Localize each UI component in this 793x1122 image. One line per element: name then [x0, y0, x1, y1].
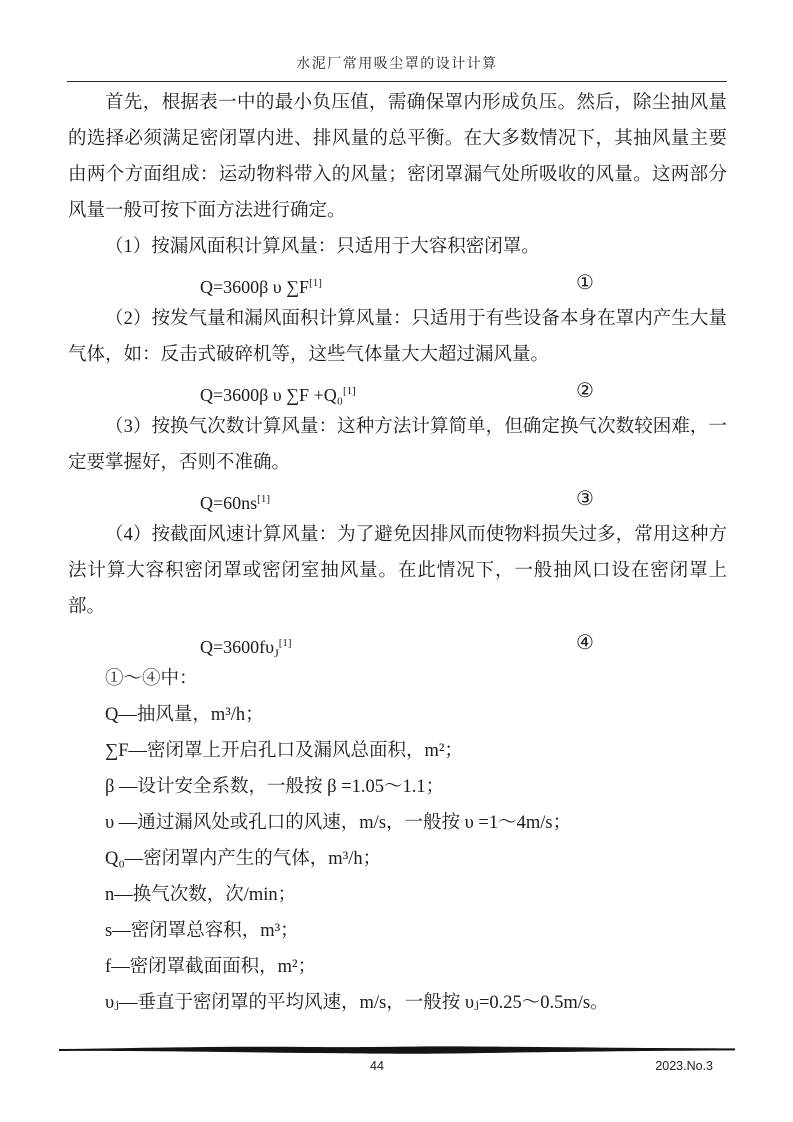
footer-rule-bar	[59, 1044, 735, 1056]
formula-4-number: ④	[576, 632, 594, 654]
definition-beta: β —设计安全系数，一般按 β =1.05～1.1；	[105, 777, 445, 797]
definition-upsilon: υ —通过漏风处或孔口的风速，m/s，一般按 υ =1～4m/s；	[105, 813, 572, 833]
definition-n: n—换气次数，次/min；	[105, 885, 297, 905]
formula-2	[68, 373, 727, 409]
issue-label: 2023.No.3	[655, 1059, 713, 1073]
running-head	[67, 0, 727, 82]
formula-3-number: ③	[576, 488, 594, 510]
method-2-paragraph: （2）按发气量和漏风面积计算风量：只适用于有些设备本身在罩内产生大量气体，如：反击式破碎机等，这些气体量大大超过漏风量。	[68, 309, 727, 365]
page-footer	[59, 1044, 735, 1075]
page-number: 44	[370, 1059, 384, 1073]
definition-upsilon-j: υⱼ—垂直于密闭罩的平均风速，m/s，一般按 υⱼ=0.25～0.5m/s。	[105, 993, 609, 1013]
method-3-paragraph: （3）按换气次数计算风量：这种方法计算简单，但确定换气次数较困难，一定要掌握好，否则不准确。	[68, 417, 727, 473]
formula-1-expression: Q=3600β υ ∑F[1]	[200, 277, 322, 297]
definition-f: f—密闭罩截面面积，m²；	[105, 957, 317, 977]
method-1-paragraph: （1）按漏风面积计算风量：只适用于大容积密闭罩。	[105, 237, 540, 257]
definition-Q: Q—抽风量，m³/h；	[105, 705, 264, 725]
body-paragraph: 首先，根据表一中的最小负压值，需确保罩内形成负压。然后，除尘抽风量的选择必须满足密闭罩内进、排风量的总平衡。在大多数情况下，其抽风量主要由两个方面组成：运动物料带入的风量；密闭罩漏气处所吸收的风量。这两部分风量一般可按下面方法进行确定。	[68, 93, 727, 221]
article-body	[68, 85, 727, 1021]
formula-2-number: ②	[576, 380, 594, 402]
definitions-lead: ①～④中：	[105, 669, 198, 689]
definition-Q0: Q₀—密闭罩内产生的气体，m³/h；	[105, 849, 382, 869]
formula-3	[68, 481, 727, 517]
formula-1	[68, 265, 727, 301]
formula-4-expression: $Q=3600f\upsilon_J[1]$	[200, 637, 292, 660]
formula-3-expression: Q=60ns[1]	[200, 493, 270, 513]
footer-text-row	[59, 1057, 735, 1075]
definition-s: s—密闭罩总容积，m³；	[105, 921, 299, 941]
formula-2-expression: Q=3600β υ ∑F +Q₀[1]	[200, 385, 356, 405]
article-title: 水泥厂常用吸尘罩的设计计算	[296, 57, 498, 72]
formula-4	[68, 625, 727, 661]
definition-sum-F: ∑F—密闭罩上开启孔口及漏风总面积，m²；	[105, 741, 463, 761]
method-4-paragraph: （4）按截面风速计算风量：为了避免因排风而使物料损失过多，常用这种方法计算大容积密闭罩或密闭室抽风量。在此情况下，一般抽风口设在密闭罩上部。	[68, 525, 727, 617]
formula-1-number: ①	[576, 272, 594, 294]
